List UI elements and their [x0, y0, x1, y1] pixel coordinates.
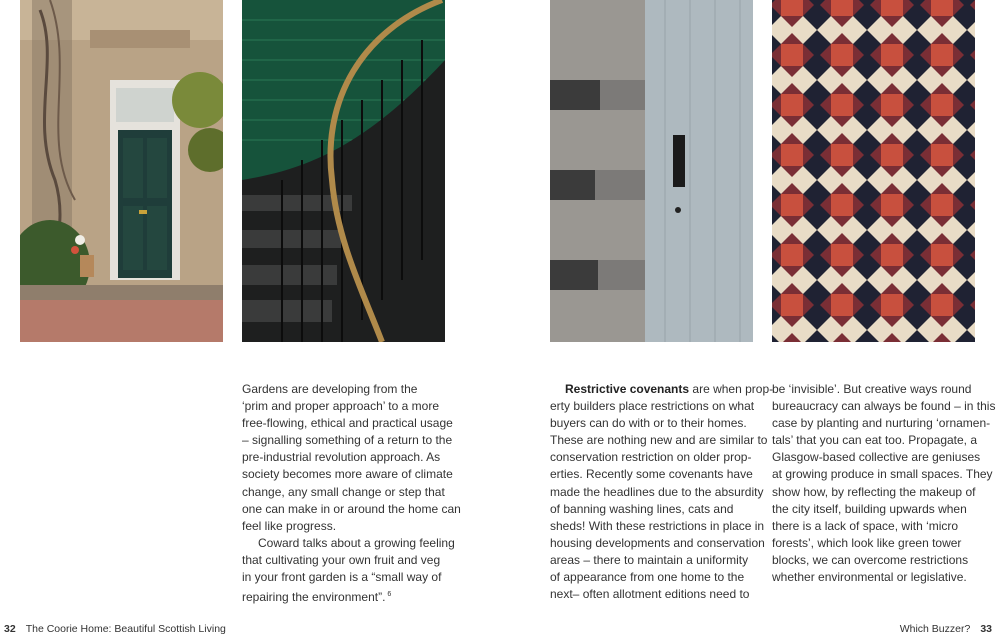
body-column-middle — [550, 381, 774, 603]
book-title: The Coorie Home: Beautiful Scottish Living — [25, 623, 226, 635]
footnote-marker[interactable]: 6 — [387, 591, 392, 599]
paragraph-gardens: Gardens are developing from the ‘prim and proper approach’ to a more free-flowing, ethical and practical usage – signalling something of a return to the pre-industrial revolution approach. As society becomes more aware of climate change, any small change or step that one can make in or around the home can feel like progress. — [242, 382, 461, 533]
chapter-title: Which Buzzer? — [899, 623, 971, 635]
body-column-right — [772, 381, 996, 586]
page-number-left: 32 — [4, 623, 16, 635]
grey-door-stone-photo — [550, 0, 753, 342]
footer-right — [900, 623, 992, 635]
paragraph-coward: Coward talks about a growing feeling that cultivating your own fruit and veg in your front garden is a “small way of repairing the environment”. $^6$ — [242, 535, 455, 605]
doorway-garden-photo — [20, 0, 223, 342]
footer-left — [4, 623, 226, 635]
spiral-stair-photo — [242, 0, 445, 342]
body-column-left — [242, 381, 461, 606]
page-number-right: 33 — [980, 623, 992, 635]
paragraph-covenants: Restrictive covenants are when prop- erty builders place restrictions on what buyers can do with or to their homes. These are nothing new and are similar to conservation restriction on older prop- erties. Recently some covenants have made the headlines due to the absurdity of banning washing lines, cats and sheds! With these restrictions in place in housing developments and conservation areas – there to maintain a uniformity of appearance from one home to the next– often allotment editions need to — [550, 382, 774, 602]
geometric-tile-photo — [772, 0, 975, 342]
paragraph-invisible: be ‘invisible’. But creative ways round bureaucracy can always be found – in this case by planting and nurturing ‘ornamen- tals’ that you can eat too. Propagate, a Glasgow-based collective are geniuses at growing produce in small spaces. They show how, by reflecting the makeup of the city itself, building upwards when there is a lack of space, with ‘micro forests’, which look like green tower blocks, we can overcome restrictions whether environmental or legislative. — [772, 382, 996, 585]
covenants-lead: Restrictive covenants — [565, 382, 690, 396]
